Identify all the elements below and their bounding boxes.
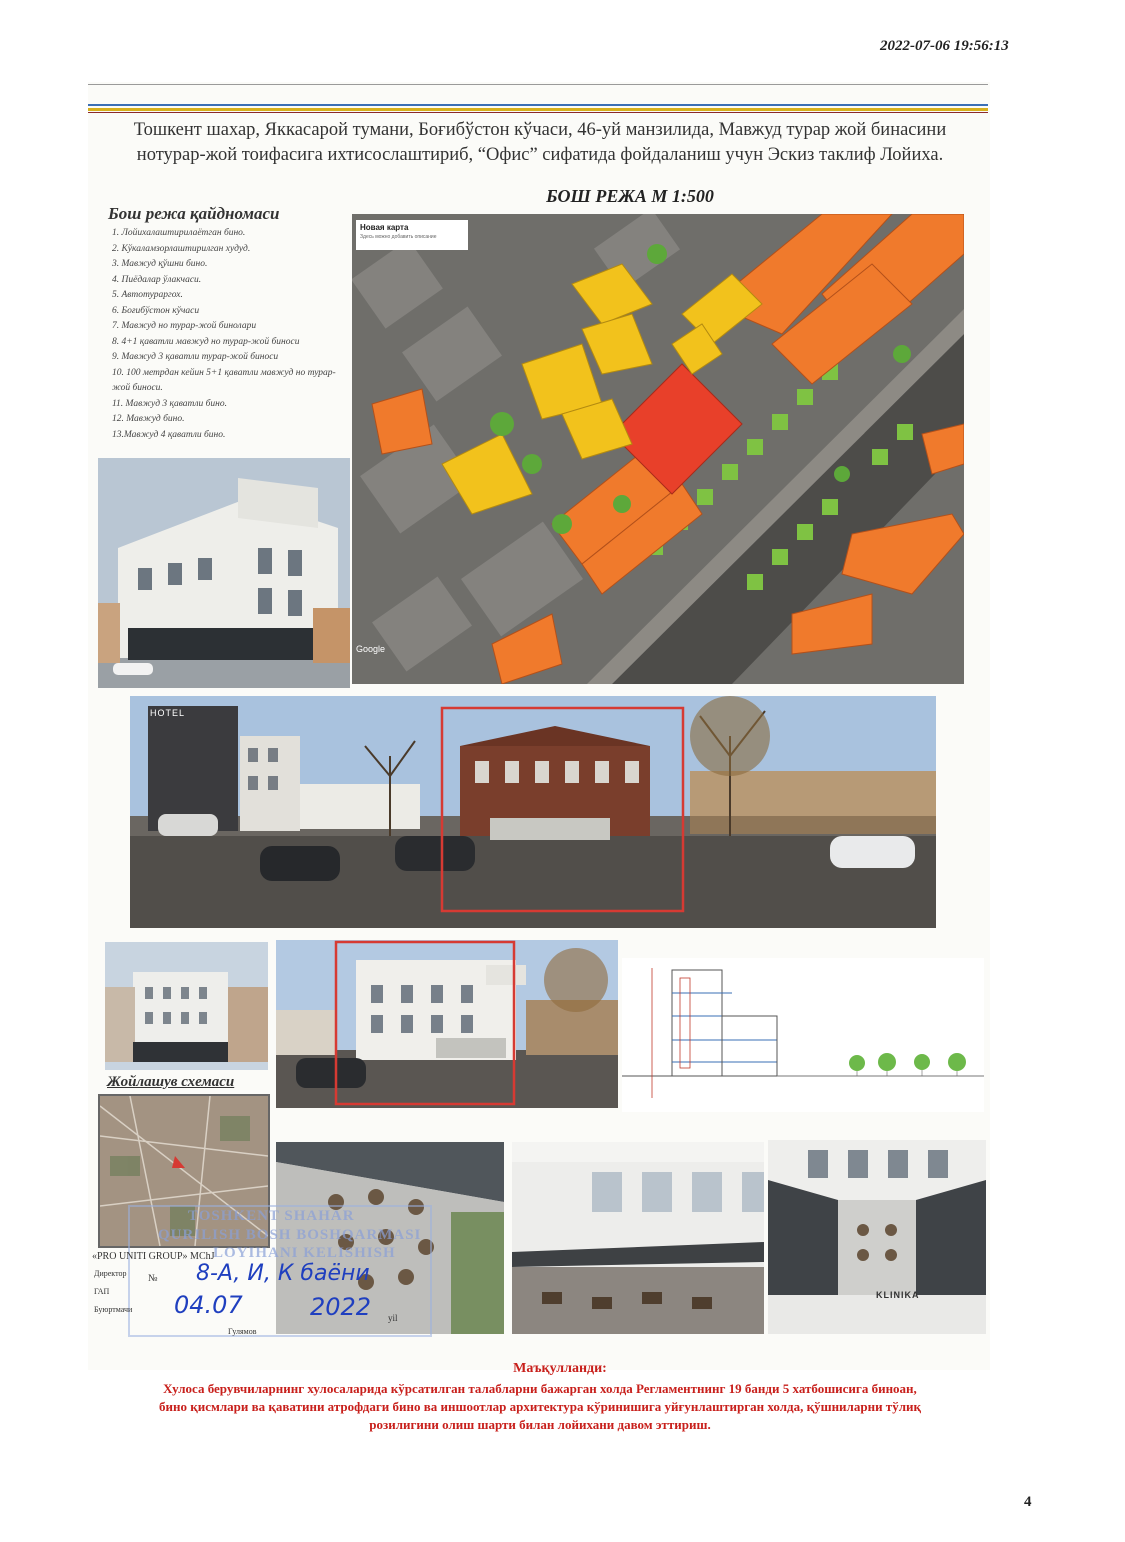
document-subtitle: БОШ РЕЖА М 1:500 bbox=[546, 186, 714, 206]
photomontage-graphic bbox=[276, 940, 618, 1108]
header-rule-yellow bbox=[88, 108, 988, 111]
document-title: Тошкент шахар, Яккасарой тумани, Боғибўстон кўчаси, 46-уй манзилида, Мавжуд турар жой бинасини нотурар-жой тоифасига ихтисослаштириб, “Офис” сифатида фойдаланиш учун Эскиз таклиф Лойиха. bbox=[133, 120, 947, 165]
legend-item: 13.Мавжуд 4 қаватли бино. bbox=[112, 429, 226, 440]
stamp-line2: QURILISH BOSH BOSHQARMASI bbox=[158, 1227, 422, 1243]
building-render-photo bbox=[98, 458, 350, 688]
facade-render-small bbox=[105, 942, 268, 1070]
legend-item: 12. Мавжуд бино. bbox=[112, 414, 185, 424]
header-rule-brown bbox=[88, 112, 988, 113]
stamp-gap-label: ГАП bbox=[94, 1287, 110, 1296]
scan-timestamp: 2022-07-06 19:56:13 bbox=[880, 38, 1009, 54]
legend-item: 8. 4+1 қаватли мавжуд но турар-жой биноси bbox=[112, 336, 300, 347]
section-graphic bbox=[622, 958, 984, 1112]
legend-title: Бош режа қайдномаси bbox=[108, 204, 280, 223]
courtyard-graphic-2 bbox=[512, 1142, 764, 1334]
master-plan-map bbox=[352, 214, 964, 684]
legend-list bbox=[112, 226, 340, 443]
stamp-director-label: Директор bbox=[94, 1269, 127, 1278]
stamp-year-suffix: yil bbox=[388, 1313, 398, 1323]
courtyard-graphic-3 bbox=[768, 1140, 986, 1334]
legend-item: 3. Мавжуд қўшни бино. bbox=[112, 259, 208, 269]
stamp-handwritten-number: 8-A, И, К баёни bbox=[196, 1261, 370, 1286]
street-panorama-photo bbox=[130, 696, 936, 928]
render-graphic bbox=[98, 458, 350, 688]
panorama-graphic bbox=[130, 696, 936, 928]
legend-item: 9. Мавжуд 3 қаватли турар-жой биноси bbox=[112, 352, 279, 362]
map-watermark: Google bbox=[356, 644, 386, 654]
stamp-buyurtmachi-label: Буюртмачи bbox=[94, 1305, 133, 1314]
map-label-card bbox=[356, 220, 468, 250]
facade-graphic bbox=[105, 942, 268, 1070]
legend-item: 11. Мавжуд 3 қаватли бино. bbox=[112, 398, 228, 409]
section-drawing bbox=[622, 958, 984, 1112]
stamp-line3: LOYIHANI KELISHISH bbox=[213, 1245, 396, 1261]
map-label: Новая карта bbox=[360, 223, 409, 232]
stamp-line1: TOSHKENT SHAHAR bbox=[188, 1208, 355, 1224]
courtyard-render-2 bbox=[512, 1142, 764, 1334]
map-graphic bbox=[352, 214, 964, 684]
approval-title: Маъқулланди: bbox=[513, 1361, 607, 1376]
legend-item: 5. Автотураргох. bbox=[112, 290, 183, 300]
legend-item: 2. Кўкаламзорлаштирилган худуд. bbox=[112, 243, 251, 254]
approval-stamp bbox=[88, 1205, 433, 1340]
klinika-sign: KLINIKA bbox=[876, 1290, 920, 1300]
legend-item: 1. Лойихалаштирилаётган бино. bbox=[112, 228, 246, 238]
map-sublabel: Здесь можно добавить описание bbox=[360, 234, 437, 240]
stamp-num-label: № bbox=[148, 1273, 158, 1284]
photomontage bbox=[276, 940, 618, 1108]
stamp-year: 2022 bbox=[310, 1293, 372, 1321]
header-rule-gray bbox=[88, 84, 988, 85]
page-number: 4 bbox=[1024, 1494, 1032, 1510]
legend-item: 7. Мавжуд но турар-жой бинолари bbox=[112, 321, 257, 331]
hotel-sign: HOTEL bbox=[150, 708, 186, 718]
header-rule-blue bbox=[88, 104, 988, 106]
stamp-signature-name: Гулямов bbox=[228, 1327, 257, 1336]
stamp-company: «PRO UNITI GROUP» MChJ bbox=[92, 1251, 215, 1262]
approval-body: Хулоса берувчиларнинг хулосаларида кўрсатилган талабларни бажарган холда Регламентнинг 19 банди 5 хатбошисига биноан, бино қисмлари ва қаватини атрофдаги бино ва иншоотлар архитектура кўринишига уйғунлаштирган холда, қўшниларни тўлиқ розилигини олиш шарти билан лойихани давом эттириш. bbox=[159, 1381, 921, 1432]
stamp-handwritten-date: 04.07 bbox=[174, 1291, 243, 1319]
legend-item: 6. Боғибўстон кўчаси bbox=[112, 305, 200, 316]
location-scheme-title: Жойлашув схемаси bbox=[107, 1074, 235, 1090]
legend-item: 10. 100 метрдан кейин 5+1 қаватли мавжуд но турар-жой биноси. bbox=[112, 367, 336, 393]
legend-item: 4. Пиёдалар ўлакчаси. bbox=[112, 274, 202, 285]
courtyard-render-3 bbox=[768, 1140, 986, 1334]
